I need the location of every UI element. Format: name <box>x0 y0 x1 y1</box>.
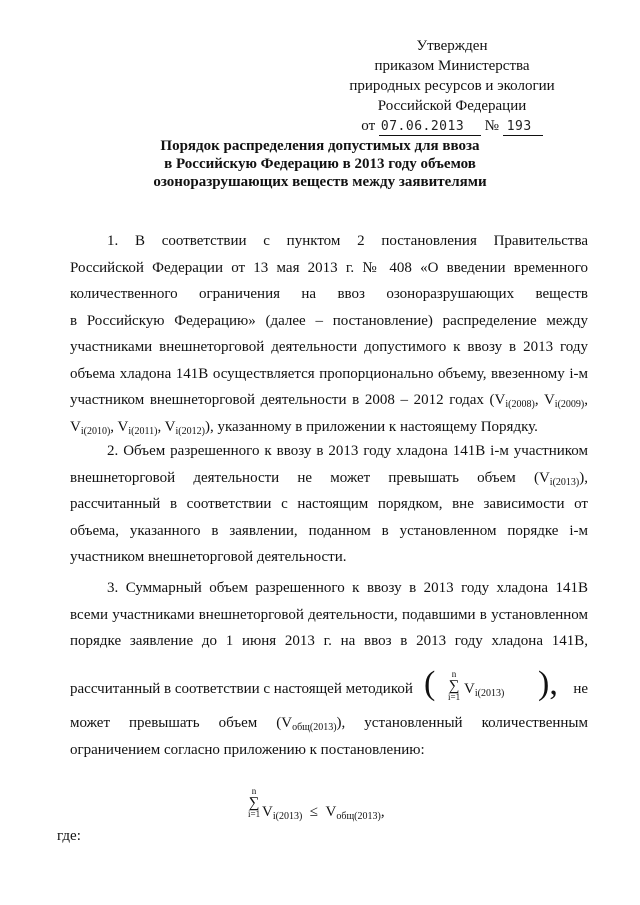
paragraph-3-bottom <box>70 710 588 763</box>
title-line-1: Порядок распределения допустимых для ввоза <box>160 138 480 154</box>
p1-line-8-v3: , V <box>157 418 176 435</box>
p1-line-8-end: ), указанному в приложении к настоящему Порядку. <box>204 418 538 435</box>
inline-sum-term <box>464 676 504 702</box>
p3-line-6: ограничением согласно приложению к постановлению: <box>70 741 425 758</box>
p1-line-8-sub-2: i(2011) <box>128 425 158 437</box>
p1-line-7-mid: , V <box>534 392 555 408</box>
inline-v-sub: i(2013) <box>474 688 505 699</box>
p2-line-1: 2. Объем разрешенного к ввозу в 2013 году хладона 141В i-м участником <box>107 443 588 459</box>
p3-line-4-tail: не <box>573 681 588 697</box>
formula-total-v: V <box>325 804 337 820</box>
paragraph-1 <box>70 228 588 440</box>
p3-line-3: порядке заявление до 1 июня 2013 г. на ввоз в 2013 году хладона 141В, <box>70 633 588 649</box>
p1-line-7-end: , <box>584 392 588 408</box>
title-line-2: в Российскую Федерацию в 2013 году объемов <box>164 156 476 172</box>
p1-line-8-v1: V <box>70 418 81 435</box>
paragraph-2 <box>70 438 588 571</box>
approval-line-order: приказом Министерства <box>374 58 530 74</box>
document-title <box>60 137 580 191</box>
main-inequality-formula <box>248 787 448 831</box>
p1-line-6: объема хладона 141В осуществляется пропорционально объему, ввезенному i-м <box>70 365 588 382</box>
inline-sum-symbol <box>448 670 460 702</box>
p1-line-8-v2: , V <box>110 418 129 435</box>
p2-line-2-end: ), <box>579 469 588 486</box>
p1-line-7-sub-1: i(2008) <box>505 399 535 410</box>
formula-sum-bottom: i=1 <box>248 809 261 819</box>
p3-line-1: 3. Суммарный объем разрешенного к ввозу в 2013 году хладона 141В <box>107 580 588 596</box>
p3-line-5 <box>70 710 588 737</box>
p3-line-2: всеми участниками внешнеторговой деятельности, подавшими в установленном <box>70 606 588 623</box>
where-label: где: <box>57 828 81 844</box>
p3-line-5-sub: общ(2013) <box>292 722 337 733</box>
paragraph-3-top <box>70 575 588 655</box>
approval-stamp-block <box>332 36 572 136</box>
approval-line-federation: Российской Федерации <box>377 98 527 114</box>
p3-line-4-with-sum <box>70 665 588 708</box>
approval-date-value: 07.06.2013 <box>379 119 481 136</box>
p1-line-1: 1. В соответствии с пунктом 2 постановления Правительства <box>107 233 588 249</box>
title-line-3: озоноразрушающих веществ между заявителями <box>153 174 487 190</box>
p1-line-8 <box>70 414 588 441</box>
formula-v: V <box>262 804 273 820</box>
approval-line-ministry: природных ресурсов и экологии <box>349 78 555 94</box>
p1-line-2: Российской Федерации от 13 мая 2013 г. № 408 «О введении временного <box>70 259 588 276</box>
p2-line-2 <box>70 465 588 492</box>
approval-date-prefix: от <box>361 118 376 134</box>
p1-line-7-text: участником внешнеторговой деятельности в 2008 – 2012 годах (V <box>70 392 506 408</box>
formula-sum-symbol <box>248 787 260 819</box>
p1-line-7 <box>70 387 588 414</box>
approval-number-sign: № <box>484 118 499 134</box>
p1-line-7-sub-2: i(2009) <box>554 399 585 410</box>
formula-total-sub: общ(2013) <box>336 811 381 822</box>
inline-sum-bottom: i=1 <box>448 692 461 702</box>
sum-paren-open: ( <box>424 665 436 702</box>
p3-line-4-text: рассчитанный в соответствии с настоящей методикой <box>70 681 413 697</box>
p1-line-8-sub-1: i(2010) <box>80 425 111 437</box>
p2-line-2-sub: i(2013) <box>549 476 580 488</box>
p2-line-4: объема, указанного в заявлении, поданном в установленном порядке i-м <box>70 522 588 539</box>
formula-total-end: , <box>380 804 385 820</box>
approval-line-approved: Утвержден <box>416 38 488 54</box>
p2-line-2-text: внешнеторговой деятельности не может превышать объем (V <box>70 469 550 486</box>
p1-line-8-sub-3: i(2012) <box>175 425 205 437</box>
approval-date-number-line <box>332 116 572 136</box>
p1-line-5: участниками внешнеторговой деятельности допустимого к ввозу в 2013 году <box>70 339 588 355</box>
inline-sum-top: n <box>451 669 457 679</box>
formula-sum-top: n <box>251 786 257 796</box>
approval-number-value: 193 <box>503 119 543 136</box>
sum-paren-close: ), <box>538 665 558 702</box>
formula-leq: ≤ <box>309 804 319 820</box>
formula-expression <box>262 799 385 825</box>
p2-line-3: рассчитанный в соответствии с настоящим порядком, вне зависимости от <box>70 496 588 512</box>
p1-line-4: в Российскую Федерацию» (далее – постановление) распределение между <box>70 312 588 329</box>
formula-v-sub: i(2013) <box>272 811 303 822</box>
inline-sum-sign: ∑ <box>448 678 460 694</box>
p3-line-5-text: может превышать объем (V <box>70 715 293 731</box>
p3-line-5-end: ), установленный количественным <box>336 715 588 731</box>
p1-line-3: количественного ограничения на ввоз озоноразрушающих веществ <box>70 286 588 302</box>
p2-line-5: участником внешнеторговой деятельности. <box>70 549 347 565</box>
formula-sum-sign: ∑ <box>248 795 260 811</box>
inline-v: V <box>464 681 475 697</box>
